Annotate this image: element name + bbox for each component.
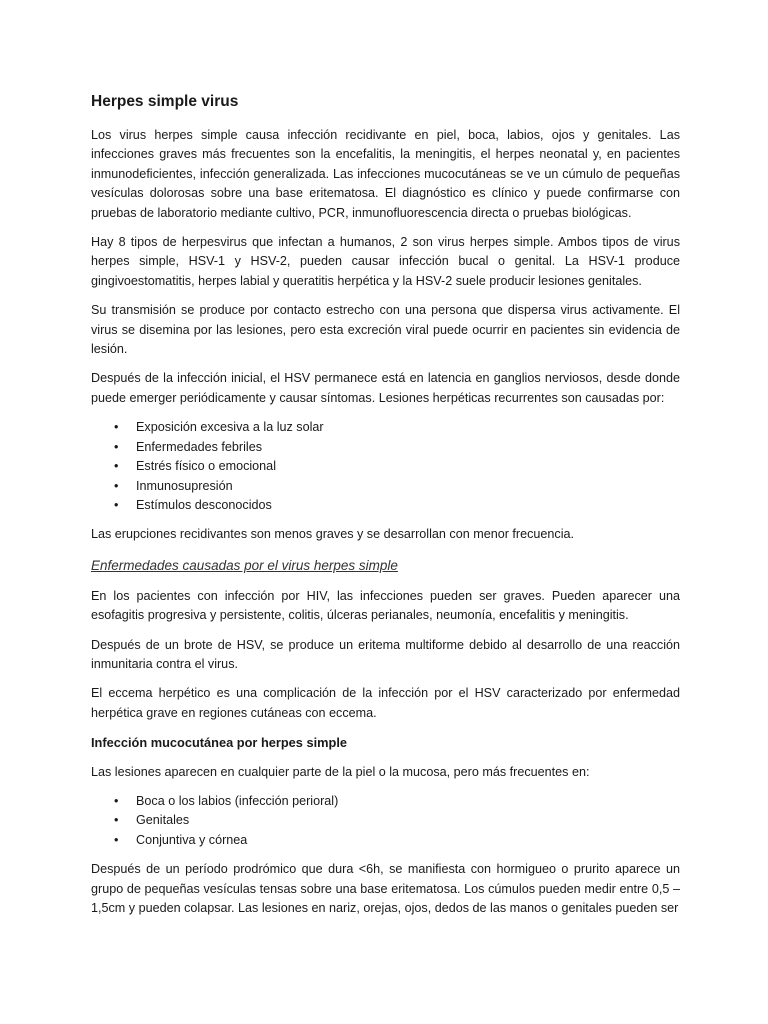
document-title: Herpes simple virus bbox=[91, 93, 239, 110]
recurrence-causes-list bbox=[91, 418, 680, 515]
list-item: • Genitales bbox=[91, 811, 680, 830]
list-item: • Boca o los labios (infección perioral) bbox=[91, 792, 680, 811]
bullet-icon: • bbox=[114, 832, 119, 847]
paragraph-types: Hay 8 tipos de herpesvirus que infectan a humanos, 2 son virus herpes simple. Ambos tipos de virus herpes simple, HSV-1 y HSV-2, pueden causar infección bucal o genital. La HSV-1 produce gingivoestomatitis, herpes labial y queratitis herpética y la HSV-2 suele producir lesiones genitales. bbox=[91, 235, 680, 288]
paragraph-eczema: El eccema herpético es una complicación de la infección por el HSV caracterizado por enfermedad herpética grave en regiones cutáneas con eccema. bbox=[91, 686, 680, 720]
paragraph-intro: Los virus herpes simple causa infección recidivante en piel, boca, labios, ojos y genitales. Las infecciones graves más frecuentes son la encefalitis, la meningitis, el herpes neonatal y, en pacientes inmunodeficientes, infección generalizada. Las infecciones mucocutáneas se ve un cúmulo de pequeñas vesículas dolorosas sobre una base eritematosa. El diagnóstico es clínico y puede confirmarse con pruebas de laboratorio mediante cultivo, PCR, inmunofluorescencia directa o pruebas biológicas. bbox=[91, 128, 680, 220]
list-item: • Estímulos desconocidos bbox=[91, 496, 680, 515]
lesion-sites-list bbox=[91, 792, 680, 850]
section-subtitle: Enfermedades causadas por el virus herpes simple bbox=[91, 557, 398, 573]
bullet-icon: • bbox=[114, 439, 119, 454]
bullet-icon: • bbox=[114, 793, 119, 808]
bullet-icon: • bbox=[114, 459, 119, 474]
bullet-icon: • bbox=[114, 497, 119, 512]
list-item: • Exposición excesiva a la luz solar bbox=[91, 418, 680, 437]
list-item: • Inmunosupresión bbox=[91, 477, 680, 496]
bullet-icon: • bbox=[114, 813, 119, 828]
paragraph-erythema: Después de un brote de HSV, se produce un eritema multiforme debido al desarrollo de una reacción inmunitaria contra el virus. bbox=[91, 637, 680, 671]
section-heading: Infección mucocutánea por herpes simple bbox=[91, 735, 348, 751]
paragraph-recurrent: Las erupciones recidivantes son menos graves y se desarrollan con menor frecuencia. bbox=[91, 527, 575, 542]
list-item: • Conjuntiva y córnea bbox=[91, 831, 680, 850]
list-item: • Enfermedades febriles bbox=[91, 438, 680, 457]
paragraph-latency: Después de la infección inicial, el HSV permanece está en latencia en ganglios nerviosos, desde donde puede emerger periódicamente y causar síntomas. Lesiones herpéticas recurrentes son causadas por: bbox=[91, 371, 680, 405]
bullet-icon: • bbox=[114, 420, 119, 435]
paragraph-lesions: Las lesiones aparecen en cualquier parte de la piel o la mucosa, pero más frecuentes en: bbox=[91, 764, 590, 779]
paragraph-transmission: Su transmisión se produce por contacto estrecho con una persona que dispersa virus activamente. El virus se disemina por las lesiones, pero esta excreción viral puede ocurrir en pacientes sin evidencia de lesión. bbox=[91, 303, 680, 357]
paragraph-hiv: En los pacientes con infección por HIV, las infecciones pueden ser graves. Pueden aparecer una esofagitis progresiva y persistente, colitis, úlceras perianales, neumonía, encefalitis y meningitis. bbox=[91, 588, 680, 623]
bullet-icon: • bbox=[114, 478, 119, 493]
list-item: • Estrés físico o emocional bbox=[91, 457, 680, 476]
paragraph-prodromal: Después de un período prodrómico que dura <6h, se manifiesta con hormigueo o prurito aparece un grupo de pequeñas vesículas tensas sobre una base eritematosa. Los cúmulos pueden medir entre 0,5 – 1,5cm y pueden colapsar. Las lesiones en nariz, orejas, ojos, dedos de las manos o genitales pueden ser bbox=[91, 862, 680, 915]
